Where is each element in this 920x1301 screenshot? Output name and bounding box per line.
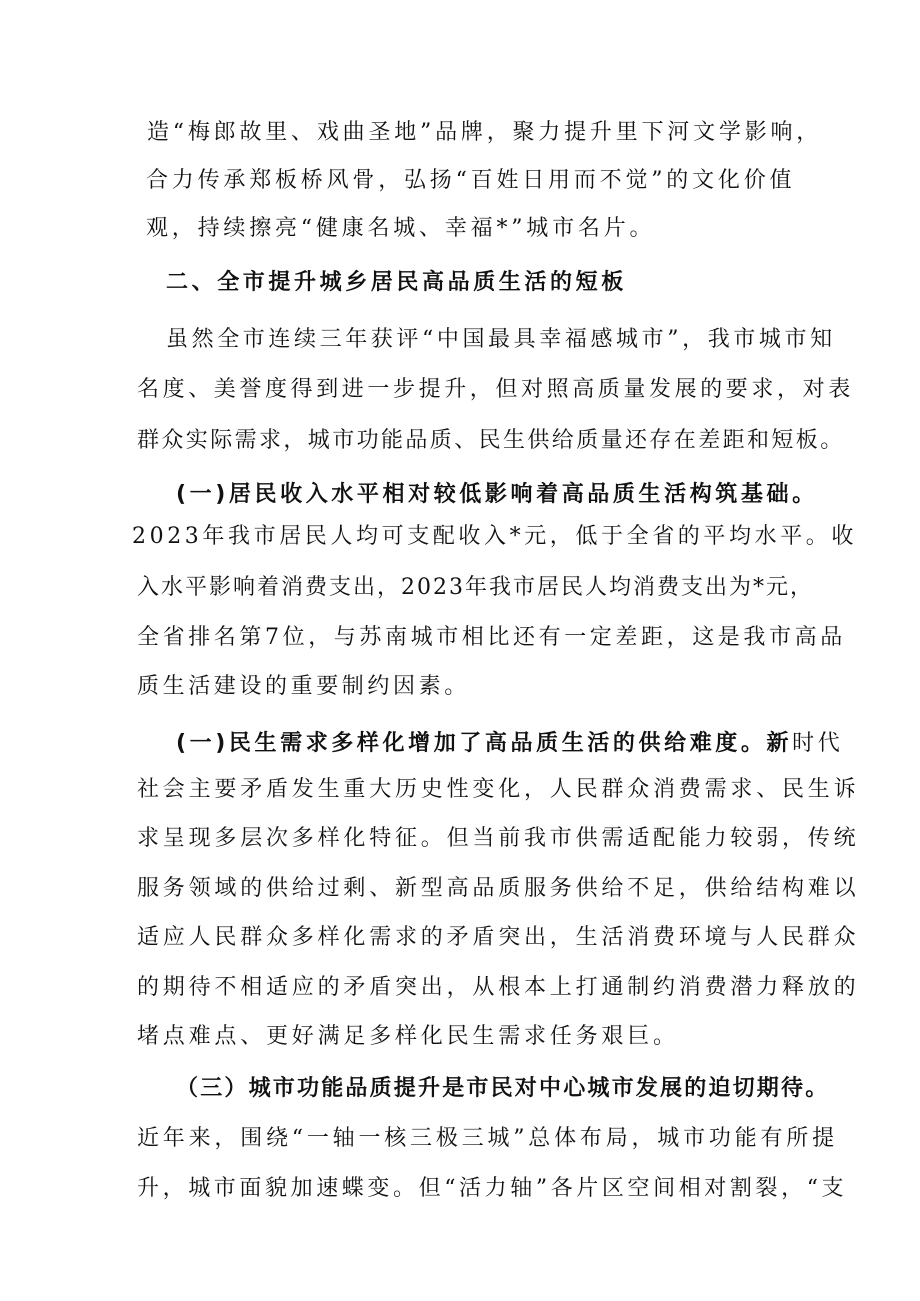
text-line: 全省排名第7位，与苏南城市相比还有一定差距，这是我市高品 [137, 625, 846, 650]
subsection-heading: (一)居民收入水平相对较低影响着高品质生活构筑基础。 [176, 482, 818, 507]
text-line: 适应人民群众多样化需求的矛盾突出，生活消费环境与人民群众 [137, 925, 860, 950]
subsection-heading [176, 729, 843, 759]
text-line: 质生活建设的重要制约因素。 [137, 674, 470, 699]
subsection-heading-rest: 时代 [792, 731, 844, 756]
section-heading: 二、全市提升城乡居民高品质生活的短板 [166, 270, 627, 295]
text-line: 造“梅郎故里、戏曲圣地”品牌，聚力提升里下河文学影响， [147, 120, 823, 145]
text-line: 2023年我市居民人均可支配收入*元，低于全省的平均水平。收 [132, 524, 857, 549]
text-line: 近年来，围绕“一轴一核三极三城”总体布局，城市功能有所提 [137, 1126, 838, 1151]
text-line: 入水平影响着消费支出，2023年我市居民人均消费支出为*元， [137, 575, 814, 600]
subsection-heading: （三）城市功能品质提升是市民对中心城市发展的迫切期待。 [176, 1076, 830, 1101]
text-line: 虽然全市连续三年获评“中国最具幸福感城市”，我市城市知 [166, 327, 836, 352]
text-line: 升，城市面貌加速蝶变。但“活力轴”各片区空间相对割裂，“支 [137, 1176, 848, 1201]
text-line: 堵点难点、更好满足多样化民生需求任务艰巨。 [137, 1024, 679, 1049]
text-line: 合力传承郑板桥风骨，弘扬“百姓日用而不觉”的文化价值 [146, 168, 796, 193]
text-line: 观，持续擦亮“健康名城、幸福*”城市名片。 [146, 216, 656, 241]
text-line: 群众实际需求，城市功能品质、民生供给质量还存在差距和短板。 [137, 428, 845, 453]
text-line: 名度、美誉度得到进一步提升，但对照高质量发展的要求，对表 [137, 377, 854, 402]
text-line: 的期待不相适应的矛盾突出，从根本上打通制约消费潜力释放的 [137, 975, 860, 1000]
subsection-heading-bold: (一)民生需求多样化增加了高品质生活的供给难度。新 [176, 731, 793, 756]
text-line: 社会主要矛盾发生重大历史性变化，人民群众消费需求、民生诉 [137, 777, 860, 802]
text-line: 服务领域的供给过剩、新型高品质服务供给不足，供给结构难以 [137, 876, 860, 901]
text-line: 求呈现多层次多样化特征。但当前我市供需适配能力较弱，传统 [137, 826, 860, 851]
